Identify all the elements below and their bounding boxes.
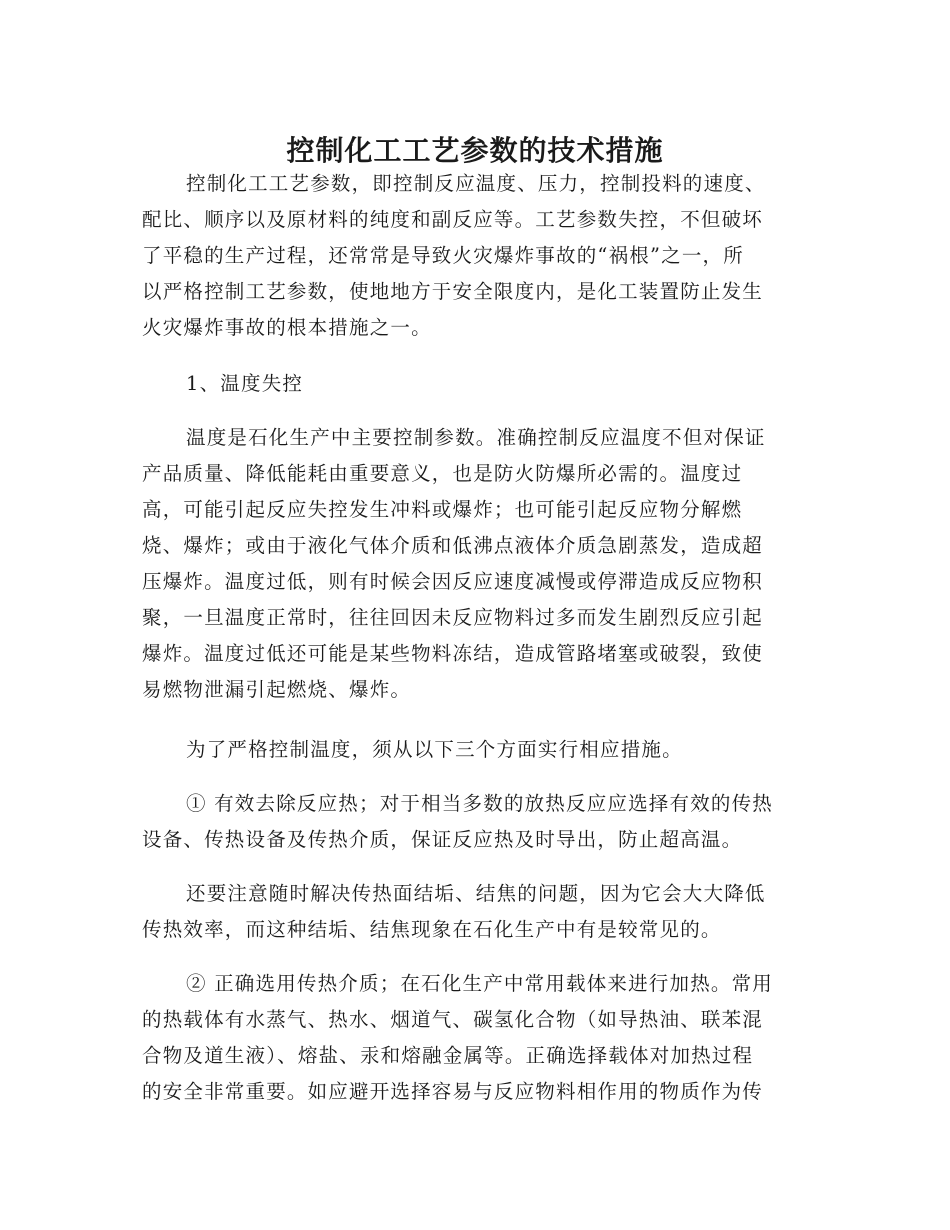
text-line: 产品质量、降低能耗由重要意义，也是防火防爆所必需的。温度过	[142, 462, 743, 485]
text-line: 爆炸。温度过低还可能是某些物料冻结，造成管路堵塞或破裂，致使	[142, 642, 764, 665]
text-line: 的热载体有水蒸气、热水、烟道气、碳氢化合物（如导热油、联苯混	[142, 1008, 764, 1031]
text-line: 易燃物泄漏引起燃烧、爆炸。	[142, 678, 412, 701]
text-line: 合物及道生液）、熔盐、汞和熔融金属等。正确选择载体对加热过程	[142, 1044, 754, 1067]
text-line: 还要注意随时解决传热面结垢、结焦的问题，因为它会大大降低	[186, 882, 766, 905]
text-line: 了平稳的生产过程，还常常是导致火灾爆炸事故的“祸根”之一，所	[142, 244, 744, 267]
text-line: 温度是石化生产中主要控制参数。准确控制反应温度不但对保证	[186, 426, 766, 449]
text-line: 传热效率，而这种结垢、结焦现象在石化生产中有是较常见的。	[142, 918, 722, 941]
text-line: ② 正确选用传热介质；在石化生产中常用载体来进行加热。常用	[186, 972, 773, 995]
text-line: 高，可能引起反应失控发生冲料或爆炸；也可能引起反应物分解燃	[142, 498, 743, 521]
text-line: 的安全非常重要。如应避开选择容易与反应物料相作用的物质作为传	[142, 1080, 764, 1103]
paragraph-intro	[142, 166, 810, 346]
text-line: 压爆炸。温度过低，则有时候会因反应速度减慢或停滞造成反应物积	[142, 570, 764, 593]
text-line: 以严格控制工艺参数，使地地方于安全限度内，是化工装置防止发生	[142, 280, 764, 303]
text-line: 1、温度失控	[186, 372, 304, 395]
text-line: 聚，一旦温度正常时，往往回因未反应物料过多而发生剧烈反应引起	[142, 606, 764, 629]
paragraph-fouling	[142, 876, 810, 948]
text-line: 设备、传热设备及传热介质，保证反应热及时导出，防止超高温。	[142, 828, 743, 851]
text-line: 控制化工工艺参数，即控制反应温度、压力，控制投料的速度、	[186, 172, 766, 195]
text-line: 为了严格控制温度，须从以下三个方面实行相应措施。	[186, 738, 683, 761]
section-heading-temperature	[142, 366, 810, 402]
text-line: 配比、顺序以及原材料的纯度和副反应等。工艺参数失控，不但破坏	[142, 208, 764, 231]
document-title: 控制化工工艺参数的技术措施	[286, 133, 664, 167]
text-line: 火灾爆炸事故的根本措施之一。	[142, 316, 432, 339]
paragraph-measure-2	[142, 966, 810, 1110]
paragraph-measure-1	[142, 786, 810, 858]
paragraph-measures-intro	[142, 732, 810, 768]
text-line: ① 有效去除反应热；对于相当多数的放热反应应选择有效的传热	[186, 792, 773, 815]
paragraph-temperature	[142, 420, 810, 708]
text-line: 烧、爆炸；或由于液化气体介质和低沸点液体介质急剧蒸发，造成超	[142, 534, 764, 557]
